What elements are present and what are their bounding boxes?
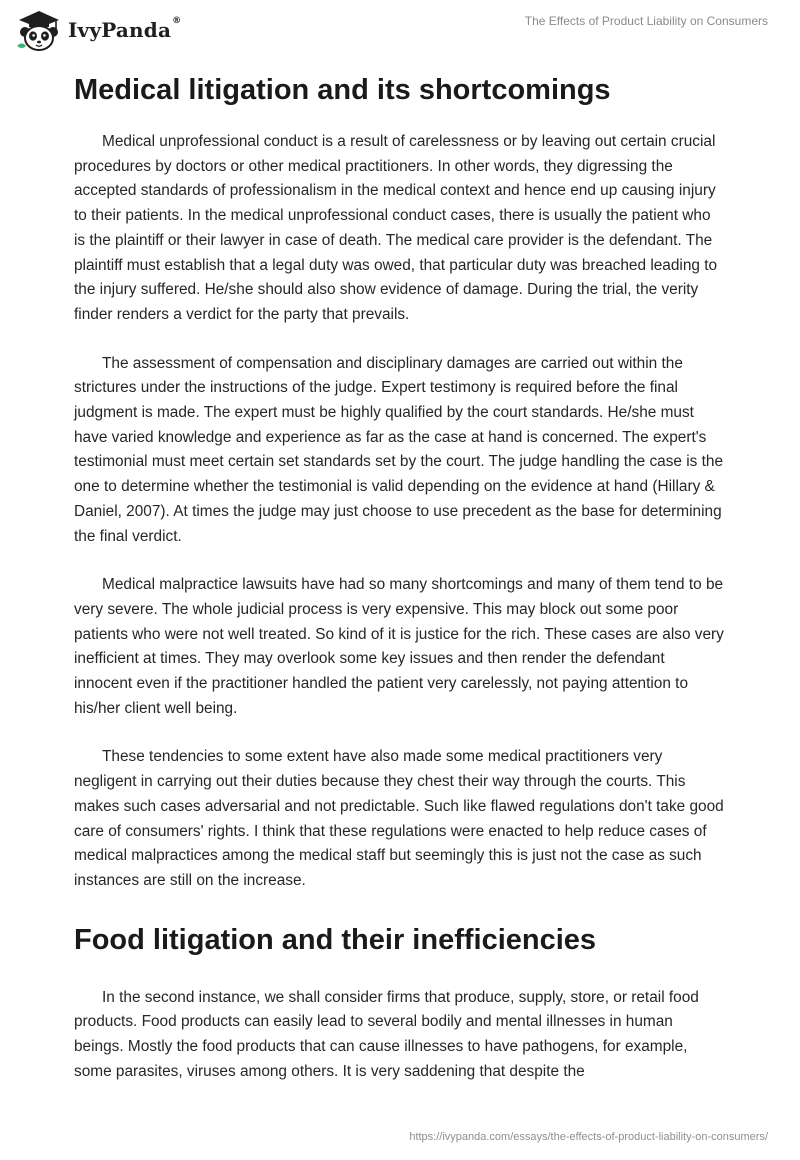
source-url[interactable]: https://ivypanda.com/essays/the-effects-of-product-liability-on-consumers/ <box>409 1131 768 1143</box>
registered-mark: ® <box>172 16 182 26</box>
essay-content <box>74 68 724 1109</box>
brand-name <box>68 18 181 42</box>
paragraph: The assessment of compensation and disciplinary damages are carried out within the strictures under the instructions of the judge. Expert testimony is required before the final judgment is made. The expert must be highly qualified by the court standards. He/she must have varied knowledge and experience as far as the case at hand is concerned. The expert's testimonial must meet certain set standards set by the court. The judge handling the case is the one to determine whether the testimonial is valid depending on the evidence at hand (Hillary & Daniel, 2007). At times the judge may just choose to use precedent as the base for determining the final verdict. <box>74 354 724 545</box>
document-title: The Effects of Product Liability on Consumers <box>524 14 768 28</box>
section-heading-food: Food litigation and their inefficiencies <box>74 923 597 956</box>
page-header <box>0 0 800 64</box>
brand-name-text: IvyPanda <box>68 18 172 42</box>
ivypanda-logo[interactable] <box>16 8 181 52</box>
paragraph: In the second instance, we shall consider firms that produce, supply, store, or retail food products. Food products can easily lead to several bodily and mental illnesses in human beings. Mostly the food products that can cause illnesses to have pathogens, for example, some parasites, viruses among others. It is very saddening that despite the <box>74 988 699 1080</box>
panda-graduate-icon <box>16 8 62 52</box>
section-heading-medical: Medical litigation and its shortcomings <box>74 74 611 106</box>
paragraph: These tendencies to some extent have also made some medical practitioners very negligent in carrying out their duties because they chest their way through the courts. This makes such cases adversarial and not predictable. Such like flawed regulations don't take good care of consumers' rights. I think that these regulations were enacted to help reduce cases of medical malpractices among the medical staff but seemingly this is just not the case as such instances are still on the increase. <box>74 748 724 889</box>
paragraph: Medical malpractice lawsuits have had so many shortcomings and many of them tend to be very severe. The whole judicial process is very expensive. This may block out some poor patients who were not well treated. So kind of it is justice for the rich. These cases are also very inefficient at times. They may overlook some key issues and then render the defendant innocent even if the practitioner handled the patient very carelessly, not paying attention to his/her client well being. <box>74 576 724 717</box>
paragraph: Medical unprofessional conduct is a result of carelessness or by leaving out certain crucial procedures by doctors or other medical practitioners. In other words, they digressing the accepted standards of professionalism in the medical context and hence end up causing injury to their patients. In the medical unprofessional conduct cases, there is usually the patient who is the plaintiff or their lawyer in case of death. The medical care provider is the defendant. The plaintiff must establish that a legal duty was owed, that particular duty was breached leading to the injury suffered. He/she should also show evidence of damage. During the trial, the verity finder renders a verdict for the party that prevails. <box>74 133 718 323</box>
